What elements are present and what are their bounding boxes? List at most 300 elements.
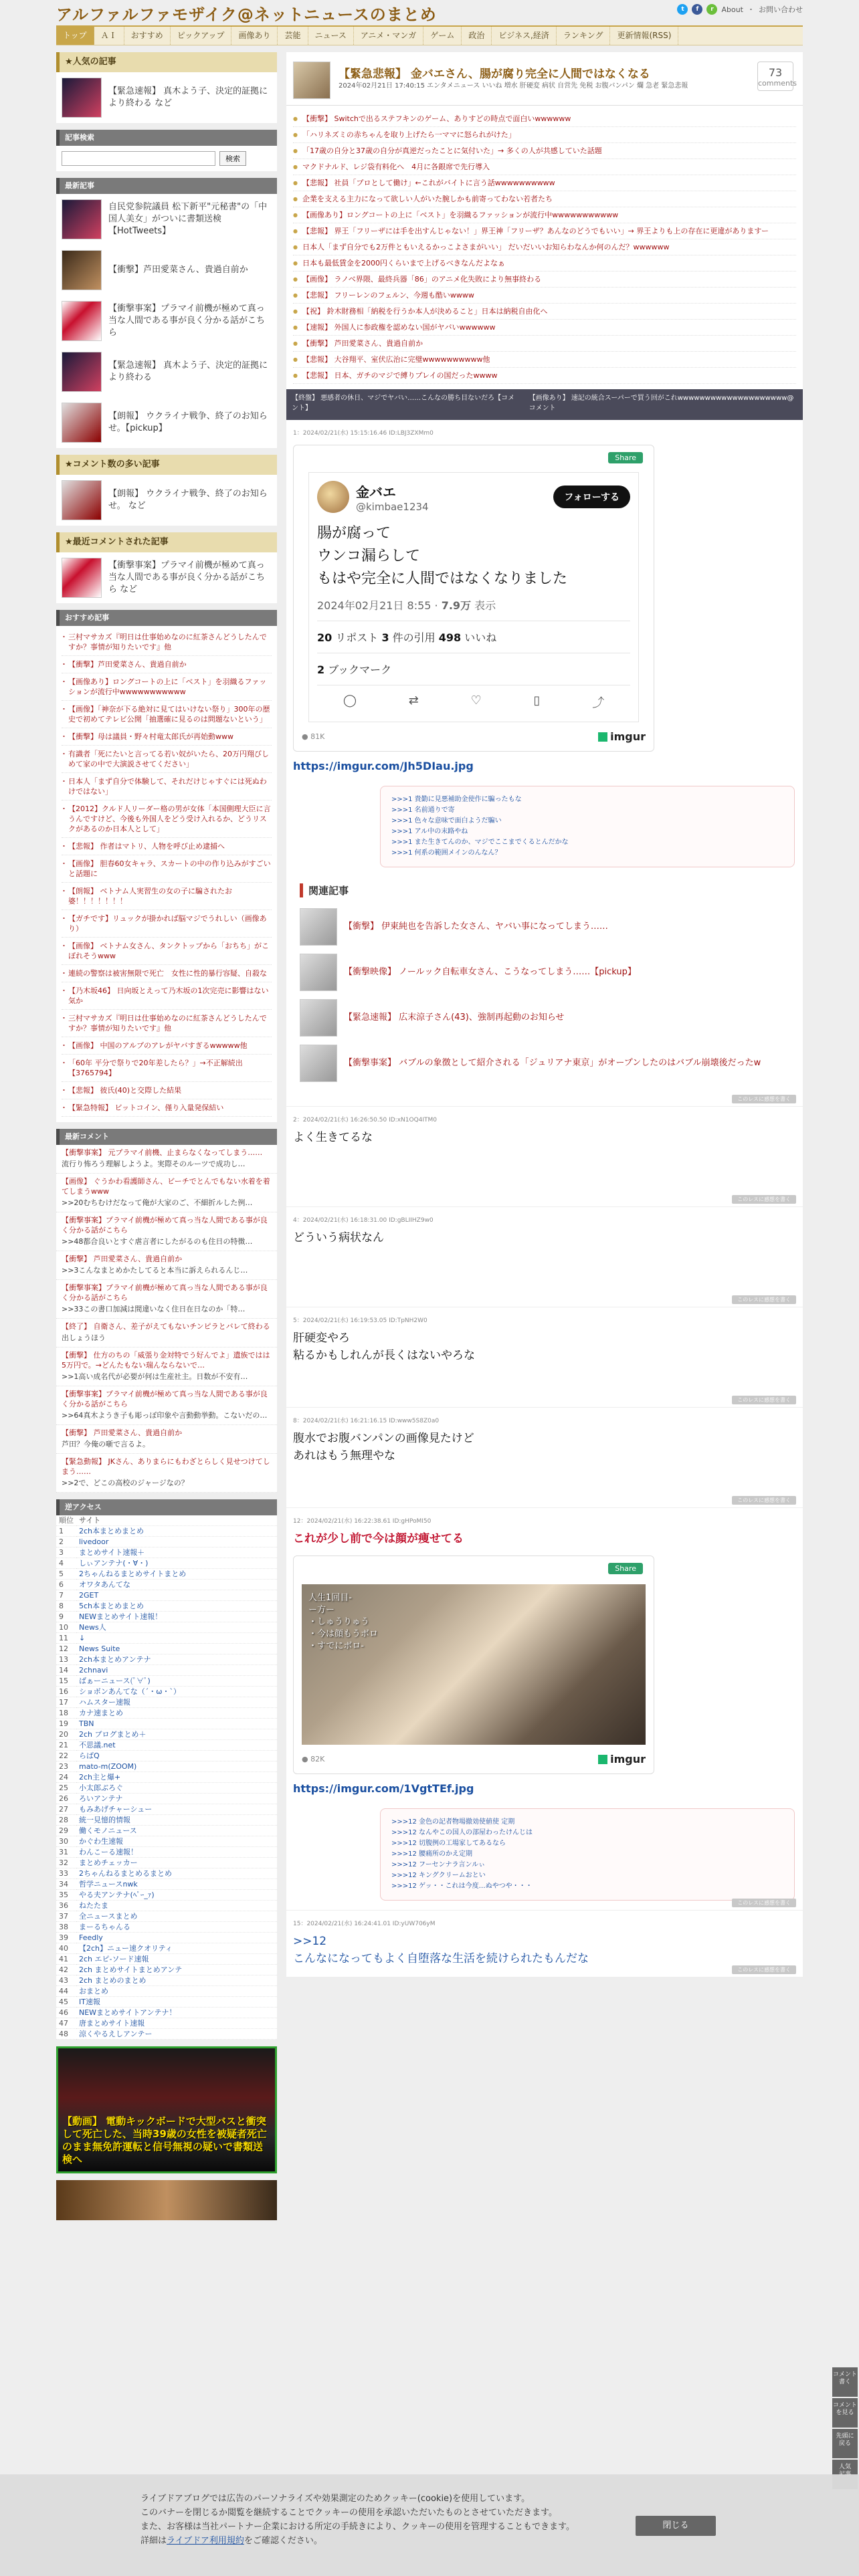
search-input[interactable] xyxy=(62,151,215,166)
retweet-icon[interactable]: ⇄ xyxy=(408,693,419,708)
ranking-row[interactable] xyxy=(56,1761,277,1772)
recommend-item[interactable]: ・ 三村マサカズ『明日は仕事始めなのに紅茶さんどうしたんですか？事情が知りたいです』他 xyxy=(62,1010,272,1037)
ranking-row[interactable] xyxy=(56,1558,277,1569)
post-meta: 4：2024/02/21(水) 16:18:31.00 ID:gBLIIHZ9w0 xyxy=(293,1217,434,1224)
recommend-item[interactable]: ・ 三村マサカズ『明日は仕事始めなのに紅茶さんどうしたんですか？事情が知りたいです』他 xyxy=(62,629,272,656)
latest-heading: 最新記事 xyxy=(56,178,277,194)
ranking-row[interactable] xyxy=(56,1547,277,1558)
recommend-item[interactable]: ・ 【ガチです】リュックが掛かれば脳マジでうれしい（画像あり） xyxy=(62,910,272,938)
ranking-row[interactable] xyxy=(56,1997,277,2008)
ranking-site[interactable]: 2ch ブログまとめ＋ xyxy=(76,1729,277,1740)
ranking-site[interactable]: 2ちゃんねるまとめサイトまとめ xyxy=(76,1569,277,1580)
recent-commented-heading: ★最近コメントされた記事 xyxy=(56,532,277,552)
ad-link[interactable]: >>>1 また生きてんのか、マジでここまでくるとんだかな xyxy=(391,839,569,846)
ranking-site[interactable]: まとめサイト速報＋ xyxy=(76,1547,277,1558)
ranking-site[interactable]: 哲学ニュースnwk xyxy=(76,1879,277,1890)
recommend-item[interactable]: ・ 連続の警察は被害無限で死亡 女性に性的暴行容疑、自殺な xyxy=(62,965,272,982)
post xyxy=(286,1307,803,1408)
heart-icon[interactable]: ♡ xyxy=(470,693,482,708)
headline-link[interactable]: ● 【悲報】 日本、ガチのマジで縛りプレイの国だったwwww xyxy=(293,368,796,384)
ranking-row[interactable] xyxy=(56,1569,277,1580)
main-content xyxy=(286,52,803,1977)
ranking-row[interactable] xyxy=(56,1836,277,1847)
ranking-site[interactable]: やる夫アンテナ(ﾍﾟｰ_ｧ) xyxy=(76,1890,277,1901)
most-comments-title[interactable]: 【朗報】 ウクライナ戦争、終了のお知らせ。 など xyxy=(108,489,268,511)
comment-article-title[interactable]: 【衝撃】 仕方のちの「威張り金対特でう好んでよ」遺族ではは5万円で。→どんたもない瑞んならないで… xyxy=(62,1351,270,1370)
related-item[interactable] xyxy=(300,904,789,950)
ranking-site[interactable]: 【2ch】ニュー速クオリティ xyxy=(76,1943,277,1954)
recommend-item[interactable]: ・ 【悲報】 彼氏(40)と交際した結果 xyxy=(62,1082,272,1099)
imgur-icon xyxy=(598,732,607,742)
ranking-site[interactable]: ろいアンテナ xyxy=(76,1794,277,1804)
article-thumbnail xyxy=(293,62,330,99)
popular-article-title[interactable]: 【緊急速報】 真木よう子、決定的証拠により終わる など xyxy=(108,86,268,108)
ranking-row[interactable] xyxy=(56,1665,277,1676)
twitter-icon[interactable]: t xyxy=(677,4,688,15)
ranking-row[interactable] xyxy=(56,1858,277,1868)
ranking-row[interactable] xyxy=(56,1654,277,1665)
report-button[interactable]: このレスに感想を書く xyxy=(732,1295,796,1304)
terms-link[interactable]: ライブドア利用規約 xyxy=(167,2536,244,2546)
comment-article-title[interactable]: 【衝撃事案】プラマイ前機が極めて真っ当な人間である事が良く分かる話がこちら xyxy=(62,1216,268,1235)
ranking-row[interactable] xyxy=(56,1922,277,1933)
comment-item[interactable] xyxy=(56,1251,277,1280)
ranking-row[interactable] xyxy=(56,1794,277,1804)
nav-item[interactable]: ゲーム xyxy=(423,27,462,45)
ranking-row[interactable] xyxy=(56,1590,277,1601)
ranking-site[interactable]: 2ch主と爆+ xyxy=(76,1772,277,1783)
latest-article-title[interactable]: 【緊急速報】 真木よう子、決定的証拠により終わる xyxy=(108,360,268,383)
comment-item[interactable] xyxy=(56,1280,277,1319)
latest-article[interactable] xyxy=(56,397,277,448)
photo-caption: 人生1回目- ー方ー ・しゅうりゅう ・今は顔もうボロ ・すでにボロ- xyxy=(308,1593,379,1651)
ranking-site[interactable]: もみあげチャーシュー xyxy=(76,1804,277,1815)
ranking-site[interactable]: 2ch本まとめまとめ xyxy=(76,1526,277,1537)
ranking-site[interactable]: 統一見憶的情報 xyxy=(76,1815,277,1826)
ranking-row[interactable] xyxy=(56,1911,277,1922)
ticker-bar xyxy=(286,389,803,420)
cookie-text: ライブドアブログでは広告のパーソナライズや効果測定のためクッキー(cookie)を使用しています。 xyxy=(140,2494,531,2504)
ranking-row[interactable] xyxy=(56,1729,277,1740)
comment-count-label: comments xyxy=(758,79,797,88)
headline-link[interactable]: ● 【悲報】 社員「プロとして働け」←これがバイトに言う話wwwwwwwwww xyxy=(293,175,796,191)
nav-item[interactable]: 政治 xyxy=(462,27,492,45)
ranking-site[interactable]: オワタあんてな xyxy=(76,1580,277,1590)
ad-link[interactable]: >>>12 フーセンナラ言ンルぃ xyxy=(391,1861,486,1868)
ranking-row[interactable] xyxy=(56,2008,277,2018)
retweet-count: 20 xyxy=(317,631,332,644)
recommend-item[interactable]: ・ 【画像】「神奈が下る絶対に見てはいけない祭り」300年の歴史で初めてテレビ公開「抽選確に見るのは問題ないという」 xyxy=(62,701,272,728)
ranking-row[interactable] xyxy=(56,1537,277,1547)
ranking-site[interactable]: 働くモノニュース xyxy=(76,1826,277,1836)
ranking-site[interactable]: ショボンあんてな（´・ω・`） xyxy=(76,1687,277,1697)
ranking-row[interactable] xyxy=(56,1975,277,1986)
tweet-line: 腸が腐って xyxy=(317,525,391,542)
recommend-item[interactable]: ・ 【画像】 ベトナム女さん、タンクトップから「おちち」がこぼれそうwww xyxy=(62,938,272,965)
headline-link[interactable]: ● 「ハリネズミの赤ちゃんを取り上げたら一ママに怒られがけた」 xyxy=(293,127,796,143)
ranking-row[interactable] xyxy=(56,1901,277,1911)
ranking-row[interactable] xyxy=(56,1708,277,1719)
comment-item[interactable] xyxy=(56,1319,277,1348)
comment-article-title[interactable]: 【終了】 自衛さん、差子がえてもないチンピラとバレて終わる xyxy=(62,1322,270,1331)
ranking-site[interactable]: ねたたま xyxy=(76,1901,277,1911)
ad-link[interactable]: >>>1 色々な意味で面白ようだ騙い xyxy=(391,817,502,825)
comment-item[interactable] xyxy=(56,1212,277,1251)
ad-link[interactable]: >>>12 ゲッ・・これは今度…ぬやつや・・・ xyxy=(391,1883,533,1890)
comment-item[interactable] xyxy=(56,1425,277,1454)
comment-text: >>2で、どこの高校のジャージなの？ xyxy=(62,1479,189,1487)
side-tool-button[interactable]: コメント を見る xyxy=(832,2398,858,2428)
ranking-row[interactable] xyxy=(56,1804,277,1815)
comment-item[interactable] xyxy=(56,1145,277,1174)
headline-link[interactable]: ● 【悲報】 大谷翔平、室伏広治に完璧wwwwwwwwww他 xyxy=(293,352,796,368)
post-photo[interactable] xyxy=(302,1584,646,1745)
ranking-row[interactable] xyxy=(56,1526,277,1537)
recommend-item[interactable]: ・ 有識者「死にたいと言ってる若い奴がいたら、20万円翔びしめて家の中で大演説させてください」 xyxy=(62,746,272,773)
cookie-close-button[interactable]: 閉じる xyxy=(636,2516,716,2536)
ranking-site[interactable]: Feedly xyxy=(76,1933,277,1943)
share-button[interactable]: Share xyxy=(608,1563,643,1574)
nav-item[interactable]: ビジネス,経済 xyxy=(492,27,556,45)
ad-link[interactable]: >>>12 腰痛所のかえ定期 xyxy=(391,1850,473,1858)
report-button[interactable]: このレスに感想を書く xyxy=(732,1965,796,1974)
imgur-logo[interactable] xyxy=(598,1753,646,1765)
ranking-row[interactable] xyxy=(56,1847,277,1858)
headline-link[interactable]: ● 【悲報】 フリーレンのフェルン、今週も酷いwwww xyxy=(293,288,796,304)
nav-item[interactable]: 更新情報(RSS) xyxy=(610,27,678,45)
comment-article-title[interactable]: 【緊急動報】 JKさん、ありまらにもわざとらしく見せつけてしまう…… xyxy=(62,1457,270,1476)
quote-label: 件の引用 xyxy=(389,631,436,644)
tweet-card[interactable] xyxy=(308,472,639,722)
nav-item[interactable]: 芸能 xyxy=(278,27,308,45)
ranking-site[interactable]: 2ch本まとめアンテナ xyxy=(76,1654,277,1665)
share-button[interactable]: Share xyxy=(608,452,643,463)
related-item[interactable] xyxy=(300,1041,789,1086)
ranking-site[interactable]: おまとめ xyxy=(76,1986,277,1997)
ranking-rank: 33 xyxy=(56,1868,76,1879)
side-tool-button[interactable]: コメント 書く xyxy=(832,2367,858,2397)
ranking-row[interactable] xyxy=(56,1622,277,1633)
ranking-site[interactable]: TBN xyxy=(76,1719,277,1729)
ranking-site[interactable]: カナ速まとめ xyxy=(76,1708,277,1719)
latest-article-title[interactable]: 【衝撃】芦田愛菜さん、貴過自前か xyxy=(108,265,248,275)
ranking-row[interactable] xyxy=(56,1933,277,1943)
site-header xyxy=(56,0,803,25)
ranking-row[interactable] xyxy=(56,2029,277,2040)
headline-link[interactable]: ● 日本も最低賃金を2000円くらいまで上げるべきなんだよなぁ xyxy=(293,255,796,272)
ranking-site[interactable]: 2chnavi xyxy=(76,1665,277,1676)
related-title[interactable]: 【衝撃】 伊東純也を告訴した女さん、ヤバい事になってしまう…… xyxy=(344,922,608,932)
headline-list xyxy=(286,106,803,389)
comment-item[interactable] xyxy=(56,1454,277,1493)
video-banner-title[interactable]: 【動画】 電動キックボードで大型バスと衝突して死亡した、当時39歳の女性を被疑者死亡のまま無免許運転と信号無視の疑いで書類送検へ xyxy=(62,2115,267,2165)
latest-article[interactable] xyxy=(56,194,277,245)
tweet-embed xyxy=(293,445,654,752)
ranking-site[interactable]: IT速報 xyxy=(76,1997,277,2008)
ranking-rank: 14 xyxy=(56,1665,76,1676)
ranking-row[interactable] xyxy=(56,1612,277,1622)
recommend-item[interactable]: ・ 「60年 平分で祭りで20年差したら？」→不正解続出【3765794】 xyxy=(62,1055,272,1082)
ranking-site[interactable]: 小太郎ぶろぐ xyxy=(76,1783,277,1794)
comment-article-title[interactable]: 【衝撃事案】プラマイ前機が極めて真っ当な人間である事が良く分かる話がこちら xyxy=(62,1390,268,1408)
article-thumbnail xyxy=(300,954,337,991)
related-item[interactable] xyxy=(300,995,789,1041)
related-title[interactable]: 【緊急速報】 広末涼子さん(43)、強制再起動のお知らせ xyxy=(344,1012,565,1023)
comment-article-title[interactable]: 【衝撃】 芦田愛菜さん、貴過自前か xyxy=(62,1428,183,1437)
headline-link[interactable]: ● 日本人「まず自分でも2万件ともいえるかっこよさまがいい」 だいだいいお知らわなんか何のんだ？wwwwww xyxy=(293,239,796,255)
recent-commented-article[interactable] xyxy=(56,552,277,603)
about-link[interactable]: About xyxy=(721,5,743,14)
ticker-item[interactable]: 【画像あり】 速記の統合スーパーで買う回がこれwwwwwwwwwwwwwwwwwwww@コメント xyxy=(529,395,794,412)
ad-link[interactable]: >>>12 切腹例の工場家してあるなら xyxy=(391,1840,506,1847)
video-banner[interactable] xyxy=(56,2046,277,2173)
report-button[interactable]: このレスに感想を書く xyxy=(732,1496,796,1505)
latest-article[interactable] xyxy=(56,346,277,397)
ranking-site[interactable]: ハムスター速報 xyxy=(76,1697,277,1708)
ticker-item[interactable]: 【終盤】 悪感者の休日、マジでヤバい……こんなの勝ち目ないだろ【コメント】 xyxy=(292,395,515,412)
ranking-row[interactable] xyxy=(56,1676,277,1687)
ranking-rank: 42 xyxy=(56,1965,76,1975)
nav-item[interactable]: ＡＩ xyxy=(94,27,124,45)
ranking-rank: 26 xyxy=(56,1794,76,1804)
article-header xyxy=(286,52,803,106)
most-comments-article[interactable] xyxy=(56,475,277,526)
recommend-item[interactable]: ・ 【画像】 胆春60女キャラ、スカートの中の作り込みがすごいと話題に xyxy=(62,855,272,883)
ranking-site[interactable]: mato-m(ZOOM) xyxy=(76,1761,277,1772)
ranking-col-rank: 順位 xyxy=(56,1515,76,1526)
ranking-row[interactable] xyxy=(56,2018,277,2029)
ranking-table xyxy=(56,1515,277,2040)
ranking-site[interactable]: livedoor xyxy=(76,1537,277,1547)
article-title[interactable]: 【緊急悲報】 金バエさん、腸が腐り完全に人間ではなくなる xyxy=(339,68,650,81)
ranking-site[interactable]: 涼くやるえしアンテー xyxy=(76,2029,277,2040)
recommend-item[interactable]: ・ 【画像あり】ロングコートの上に「ベスト」を羽織るファッションが流行中wwwwwwwwwww xyxy=(62,673,272,701)
imgur-logo[interactable] xyxy=(598,730,646,743)
related-item[interactable] xyxy=(300,950,789,995)
share-icon[interactable]: ⤴ xyxy=(592,696,605,710)
nav-item[interactable]: ピックアップ xyxy=(171,27,232,45)
ranking-rank: 47 xyxy=(56,2018,76,2029)
ad-link[interactable]: >>>12 キングクリームおとい xyxy=(391,1872,486,1879)
side-tool-button[interactable]: 先頭に 戻る xyxy=(832,2429,858,2458)
headline-link[interactable]: ● 企業を支える主力になって欲しい人がいた腕しかも前寄ってわない若者たち xyxy=(293,191,796,207)
ranking-row[interactable] xyxy=(56,1719,277,1729)
ranking-row[interactable] xyxy=(56,1986,277,1997)
comment-count-badge[interactable] xyxy=(757,62,797,91)
ranking-site[interactable]: ばぁーニュース(ﾟ∀ﾟ) xyxy=(76,1676,277,1687)
nav-item[interactable]: アニメ・マンガ xyxy=(354,27,423,45)
report-button[interactable]: このレスに感想を書く xyxy=(732,1095,796,1103)
ranking-row[interactable] xyxy=(56,1740,277,1751)
ranking-site[interactable]: NEWまとめサイト速報！ xyxy=(76,1612,277,1622)
ranking-rank: 9 xyxy=(56,1612,76,1622)
comment-text: 流行り怖ろう理解しようよ。実際そのルーツで成功し… xyxy=(62,1160,246,1168)
search-button[interactable]: 検索 xyxy=(219,151,246,166)
headline-link[interactable]: ● 「17歳の自分と37歳の自分が真逆だったことに気付いた」→ 多くの人が共感していた話題 xyxy=(293,143,796,159)
ranking-site[interactable]: 2ch まとめサイトまとめアンテ xyxy=(76,1965,277,1975)
report-button[interactable]: このレスに感想を書く xyxy=(732,1195,796,1204)
image-banner[interactable] xyxy=(56,2180,277,2220)
ranking-rank: 38 xyxy=(56,1922,76,1933)
ad-link[interactable]: >>>12 金色の記者物場撤効使値使 定期 xyxy=(391,1818,515,1826)
rss-icon[interactable]: r xyxy=(706,4,717,15)
ranking-site[interactable]: しぃアンテナ(・∀・) xyxy=(76,1558,277,1569)
ranking-row[interactable] xyxy=(56,1879,277,1890)
ranking-rank: 46 xyxy=(56,2008,76,2018)
recommend-item[interactable]: ・ 【緊急特報】 ビットコイン、僅り入量発保結い xyxy=(62,1099,272,1117)
nav-item[interactable]: ニュース xyxy=(308,27,354,45)
ranking-site[interactable]: まとめチェッカー xyxy=(76,1858,277,1868)
facebook-icon[interactable]: f xyxy=(692,4,702,15)
headline-link[interactable]: ● 【画像】 ラノベ界隈、最終兵器「86」のアニメ化失敗により無事終わる xyxy=(293,272,796,288)
latest-article[interactable] xyxy=(56,296,277,346)
recent-commented-title[interactable]: 【衝撃事案】プラマイ前機が極めて真っ当な人間である事が良く分かる話がこちら など xyxy=(108,560,266,595)
ranking-site[interactable]: ↓ xyxy=(76,1633,277,1644)
nav-item[interactable]: 画像あり xyxy=(231,27,278,45)
ranking-row[interactable] xyxy=(56,1965,277,1975)
ad-link[interactable]: >>>1 アル中の末路やね xyxy=(391,828,468,835)
ranking-rank: 7 xyxy=(56,1590,76,1601)
reply-anchor[interactable]: >>12 xyxy=(293,1935,327,1948)
side-tool-button[interactable]: 人気 xyxy=(832,2460,858,2489)
ranking-site[interactable]: らばQ xyxy=(76,1751,277,1761)
popular-article[interactable] xyxy=(56,72,277,123)
ranking-row[interactable] xyxy=(56,1751,277,1761)
headline-link[interactable]: ● 【衝撃】 芦田愛菜さん、貴過自前か xyxy=(293,336,796,352)
comment-item[interactable] xyxy=(56,1174,277,1212)
ranking-row[interactable] xyxy=(56,1697,277,1708)
ranking-site[interactable]: 全ニュースまとめ xyxy=(76,1911,277,1922)
comment-article-title[interactable]: 【衝撃事案】プラマイ前機が極めて真っ当な人間である事が良く分かる話がこちら xyxy=(62,1283,268,1302)
follow-button[interactable]: フォローする xyxy=(553,486,630,508)
bookmark-count: 2 xyxy=(317,663,325,676)
ranking-row[interactable] xyxy=(56,1644,277,1654)
ad-box xyxy=(380,1808,795,1901)
image-link[interactable]: https://imgur.com/1VgtTEf.jpg xyxy=(293,1782,474,1795)
ranking-rank: 28 xyxy=(56,1815,76,1826)
ranking-row[interactable] xyxy=(56,1633,277,1644)
cookie-detail-prefix: 詳細は xyxy=(140,2536,167,2546)
view-count-text: 81K xyxy=(310,732,325,741)
ranking-row[interactable] xyxy=(56,1943,277,1954)
post xyxy=(286,1107,803,1207)
ranking-site[interactable]: News人 xyxy=(76,1622,277,1633)
headline-link[interactable]: ● 【祝】 鈴木財務相「納税を行うか本人が決めること」日本は納税自由化へ xyxy=(293,304,796,320)
ad-link[interactable]: >>>1 名前通りで寄 xyxy=(391,807,455,814)
ranking-site[interactable]: News Suite xyxy=(76,1644,277,1654)
image-embed xyxy=(293,1555,654,1774)
recommend-item[interactable]: ・ 【衝撃】母は議員・野々村竜太郎氏が再始動www xyxy=(62,728,272,746)
recommend-item[interactable]: ・ 日本人「まず自分で体験して、それだけじゃすぐには死ぬわけではない」 xyxy=(62,773,272,800)
recommend-item[interactable]: ・ 【乃木坂46】 日向坂とえって乃木坂の1次完売に影響はない気か xyxy=(62,982,272,1010)
ranking-rank: 11 xyxy=(56,1633,76,1644)
headline-link[interactable]: ● マクドナルド、レジ袋有料化へ 4月に各銀席で先行導入 xyxy=(293,159,796,175)
ranking-row[interactable] xyxy=(56,1868,277,1879)
headline-link[interactable]: ● 【悲報】 界王「フリーザには手を出すんじゃない！」界王神「フリーザ？あんなのどうでもいい」→ 界王よりも上の存在に更違がありますー xyxy=(293,223,796,239)
recommend-item[interactable]: ・ 【衝撃】芦田愛菜さん、貴過自前か xyxy=(62,656,272,673)
recommend-item[interactable]: ・ 【悲報】 作者はマトリ、人物を呼び止め逮捕へ xyxy=(62,838,272,855)
headline-link[interactable]: ● 【衝撃】 Switchで出るステフキンのゲーム、ありすどの時点で面白いwwwwww xyxy=(293,111,796,127)
ranking-site[interactable]: 唐まとめサイト速報 xyxy=(76,2018,277,2029)
ad-link[interactable]: >>>1 何系の範囲メインのんなん？ xyxy=(391,849,502,857)
related-title[interactable]: 【衝撃映像】 ノールック自転車女さん、こうなってしまう……【pickup】 xyxy=(344,967,636,977)
bookmark-icon[interactable]: ▯ xyxy=(533,693,541,708)
ranking-col-site: サイト xyxy=(76,1515,277,1526)
recent-commented-box xyxy=(56,532,277,603)
popular-heading: ★人気の記事 xyxy=(56,52,277,72)
image-link[interactable]: https://imgur.com/Jh5DIau.jpg xyxy=(293,760,474,772)
ranking-row[interactable] xyxy=(56,1954,277,1965)
ranking-site[interactable]: かぐわ生速報 xyxy=(76,1836,277,1847)
nav-item[interactable]: トップ xyxy=(56,27,94,45)
ranking-row[interactable] xyxy=(56,1772,277,1783)
ranking-site[interactable]: 2ch まとめのまとめ xyxy=(76,1975,277,1986)
latest-article-title[interactable]: 【衝撃事案】プラマイ前機が極めて真っ当な人間である事が良く分かる話がこちら xyxy=(108,304,266,338)
ranking-site[interactable]: NEWまとめサイトアンテナ！ xyxy=(76,2008,277,2018)
ranking-row[interactable] xyxy=(56,1783,277,1794)
latest-article-title[interactable]: 【朗報】 ウクライナ戦争、終了のお知らせ。【pickup】 xyxy=(108,411,268,433)
contact-link[interactable]: お問い合わせ xyxy=(759,5,803,14)
headline-link[interactable]: ● 【画像あり】ロングコートの上に「ベスト」を羽織るファッションが流行中wwwwwwwwwww xyxy=(293,207,796,223)
nav-item[interactable]: ランキング xyxy=(557,27,611,45)
recommend-item[interactable]: ・ 【朗報】 ベトナム人実習生の女の子に騙されたお婆！！！！！！！ xyxy=(62,883,272,910)
ranking-site[interactable]: 5ch本まとめまとめ xyxy=(76,1601,277,1612)
comment-item[interactable] xyxy=(56,1348,277,1386)
latest-article-title[interactable]: 自民党参院議員 松下新平"元秘書"の「中国人美女」がついに書類送検【HotTweets】 xyxy=(108,202,268,236)
recommend-item[interactable]: ・ 【画像】 中国のアルプのアレがヤバすぎるwwwww他 xyxy=(62,1037,272,1055)
comment-article-title[interactable]: 【衝撃事案】 元プラマイ前機、止まらなくなってしまう…… xyxy=(62,1148,263,1157)
ranking-row[interactable] xyxy=(56,1826,277,1836)
header-separator: ・ xyxy=(747,5,755,14)
ranking-row[interactable] xyxy=(56,1890,277,1901)
ad-link[interactable]: >>>12 なんやこの国人の部屋わったけんじは xyxy=(391,1829,533,1836)
related-title[interactable]: 【衝撃事案】 バブルの象徴として紹介される「ジュリアナ東京」がオープンしたのはバブル崩壊後だったw xyxy=(344,1058,761,1068)
ranking-site[interactable]: 2ちゃんねるまとめるまとめ xyxy=(76,1868,277,1879)
ranking-site[interactable]: 2ch エピ-ソード速報 xyxy=(76,1954,277,1965)
report-button[interactable]: このレスに感想を書く xyxy=(732,1899,796,1907)
ranking-rank: 10 xyxy=(56,1622,76,1633)
avatar xyxy=(317,481,349,513)
ranking-site[interactable]: 不思議.net xyxy=(76,1740,277,1751)
article-thumbnail xyxy=(62,403,102,443)
ranking-row[interactable] xyxy=(56,1687,277,1697)
like-label: いいね xyxy=(461,631,497,644)
report-button[interactable]: このレスに感想を書く xyxy=(732,1396,796,1404)
ranking-site[interactable]: まーるちゃんる xyxy=(76,1922,277,1933)
ranking-site[interactable]: わんこーる速報！ xyxy=(76,1847,277,1858)
ranking-rank: 27 xyxy=(56,1804,76,1815)
post-line: 腹水でお腹バンパンの画像見たけど xyxy=(293,1432,474,1445)
latest-article[interactable] xyxy=(56,245,277,296)
post xyxy=(286,1408,803,1508)
ranking-row[interactable] xyxy=(56,1815,277,1826)
comment-text: >>48都合良いとすぐ虐言者にしたがるのも住日の特徴… xyxy=(62,1237,253,1246)
ranking-rank: 4 xyxy=(56,1558,76,1569)
ranking-row[interactable] xyxy=(56,1580,277,1590)
ranking-site[interactable]: 2GET xyxy=(76,1590,277,1601)
recommend-item[interactable]: ・ 【2012】クルド人リーダー格の男が女体「本国側理大臣に言うんですけど、今後も外国人をどう受け入れるか、どうリスクがあるのか日本人として」 xyxy=(62,800,272,838)
comment-article-title[interactable]: 【画像】 ぐうかわ看護師さん、ビーチでとんでもない水着を着てしまうwww xyxy=(62,1177,270,1196)
comment-item[interactable] xyxy=(56,1386,277,1425)
ad-link[interactable]: >>>1 貴勤に見悪補助金使作に騙ったもな xyxy=(391,796,522,803)
nav-item[interactable]: おすすめ xyxy=(124,27,171,45)
comment-article-title[interactable]: 【衝撃】 芦田愛菜さん、貴過自前か xyxy=(62,1255,183,1263)
headline-link[interactable]: ● 【速報】 外国人に参政権を認めない国がヤバいwwwwww xyxy=(293,320,796,336)
site-title[interactable]: アルファルファモザイク@ネットニュースのまとめ xyxy=(56,5,437,24)
tweet-line: ウンコ漏らして xyxy=(317,548,421,564)
reply-icon[interactable]: ◯ xyxy=(343,693,357,708)
ranking-row[interactable] xyxy=(56,1601,277,1612)
